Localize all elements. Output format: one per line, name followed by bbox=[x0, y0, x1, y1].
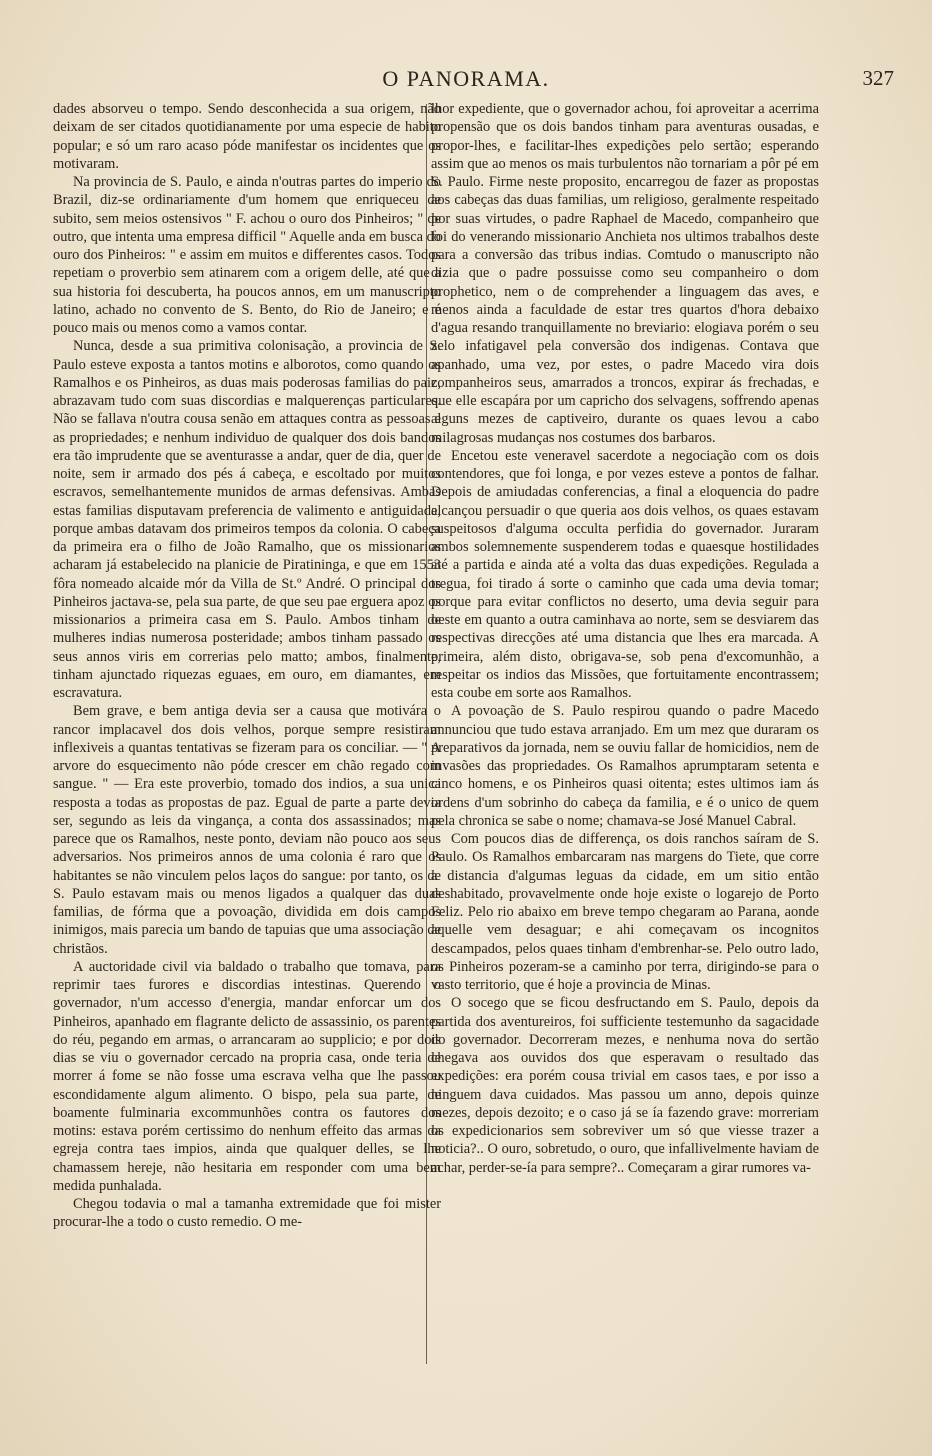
paragraph: Com poucos dias de differença, os dois ranchos saíram de S. Paulo. Os Ramalhos embarcaram nas margens do Tiete, que corre a distancia d'algumas leguas da cidade, em um sitio então deshabitado, provavelmente onde hoje existe o logarejo de Porto Feliz. Pelo rio abaixo em breve tempo chegaram ao Parana, aonde aquelle vem desaguar; e ahi começavam os incognitos descampados, pelos quaes tinham d'embrenhar-se. Pelo outro lado, os Pinheiros pozeram-se a caminho por terra, dirigindo-se para o vasto territorio, que é hoje a provincia de Minas. bbox=[431, 831, 819, 993]
paragraph: Bem grave, e bem antiga devia ser a causa que motivára o rancor implacavel dos dois velhos, porque sempre resistiram inflexiveis a quantas tentativas se fizeram para os conciliar. — " A arvore do esquecimento não póde crescer em chão regado com sangue. " — Era este proverbio, tomado dos indios, a sua unica resposta a todas as propostas de paz. Egual de parte a parte devia ser, segundo as leis da vingança, a conta dos assassinados; mas parece que os Ramalhos, neste ponto, deviam não pouco aos seus adversarios. Nos primeiros annos de uma colonia é raro que os habitantes se não vinculem pelos laços do sangue: por tanto, os de S. Paulo estavam mais ou menos ligados a qualquer das duas familias, de fórma que a povoação, dividida em dois campos inimigos, mais parecia um bando de tapuias que uma associação de christãos. bbox=[53, 703, 441, 957]
right-column bbox=[431, 100, 819, 1380]
page-number: 327 bbox=[862, 66, 894, 90]
paragraph: dades absorveu o tempo. Sendo desconhecida a sua origem, não deixam de ser citados quotidianamente por uma especie de habito popular; e só um raro acaso póde manifestar os incidentes que os motivaram. bbox=[53, 101, 441, 172]
paragraph: A povoação de S. Paulo respirou quando o padre Macedo annunciou que tudo estava arranjado. Em um mez que duraram os preparativos da jornada, nem se ouviu fallar de homicidios, nem de invasões das propriedades. Os Ramalhos aprumptaram setenta e cinco homens, e os Pinheiros quasi oitenta; estes ultimos iam ás ordens d'um sobrinho do cabeça da familia, e é o unico de quem pela chronica se sabe o nome; chamava-se José Manuel Cabral. bbox=[431, 703, 819, 829]
page-header bbox=[0, 66, 932, 96]
paragraph: Chegou todavia o mal a tamanha extremidade que foi mister procurar-lhe a todo o custo remedio. O me- bbox=[53, 1196, 441, 1231]
running-title: O PANORAMA. bbox=[382, 66, 550, 91]
paragraph: Nunca, desde a sua primitiva colonisação, a provincia de S. Paulo esteve exposta a tantos motins e alborotos, como quando os Ramalhos e os Pinheiros, as duas mais poderosas familias do paiz, abrazavam tudo com suas discordias e malquerenças particulares. Não se fallava n'outra cousa senão em attaques contra as pessoas e as propriedades; e nenhum individuo de qualquer dos dois bandos era tão imprudente que se aventurasse a andar, quer de dia, quer de noite, sem ir armado dos pés á cabeça, e escoltado por muitos escravos, semelhantemente munidos de armas defensivas. Ambas estas familias disputavam preferencia de valimento e antiguidade, porque ambas datavam dos primeiros tempos da colonia. O cabeça da primeira era o filho de João Ramalho, que os missionarios acharam já estabelecido na planicie de Piratininga, e que em 1553 fôra nomeado alcaide mór da Villa de St.º André. O principal dos Pinheiros jactava-se, pela sua parte, de que seu pae erguera apoz os missionarios a primeira casa em S. Paulo. Ambos tinham de mulheres indias numerosa posteridade; ambos tinham passado os seus annos viris em correrias pelo matto; ambos, finalmente, tinham ajunctado riquezas eguaes, em ouro, em diamantes, em escravatura. bbox=[53, 338, 441, 701]
paragraph: O socego que se ficou desfructando em S. Paulo, depois da partida dos aventureiros, foi sufficiente testemunho da sagacidade do governador. Decorreram mezes, e nenhuma nova do sertão chegava aos ouvidos dos que esperavam o resultado das expedições: era porém cousa trivial em casos taes, e por isso a ninguem dava cuidados. Mas passou um anno, depois quinze mezes, depois dezoito; e o caso já se ía fazendo grave: morreriam os expedicionarios sem sobreviver um só que viesse trazer a noticia?.. O ouro, sobretudo, o ouro, que infallivelmente haviam de achar, perder-se-ía para sempre?.. Começaram a girar rumores va- bbox=[431, 995, 819, 1176]
paragraph: lhor expediente, que o governador achou, foi aproveitar a acerrima propensão que os dois bandos tinham para aventuras ousadas, e propor-lhes, e facilitar-lhes expedições pelo sertão; esperando assim que ao menos os mais turbulentos não tornariam a pôr pé em S. Paulo. Firme neste proposito, encarregou de fazer as propostas aos cabeças das duas familias, um religioso, geralmente respeitado por suas virtudes, o padre Raphael de Macedo, companheiro que foi do venerando missionario Anchieta nos ultimos trabalhos deste para a conversão das tribus indias. Comtudo o manuscripto não dizia que o padre possuisse como seu companheiro o dom prophetico, nem o de comprehender a linguagem das aves, e menos ainda a faculdade de estar tres quartos d'hora debaixo d'agua resando tranquillamente no breviario: elogiava porém o seu zelo infatigavel pela conversão dos indigenas. Contava que apanhado, uma vez, por estes, o padre Macedo vira dois companheiros seus, amarrados a troncos, expirar ás frechadas, e que elle escapára por um capricho dos selvagens, soffrendo apenas alguns mezes de captiveiro, durante os quaes levou a cabo milagrosas mudanças nos costumes dos barbaros. bbox=[431, 101, 819, 446]
paragraph: Na provincia de S. Paulo, e ainda n'outras partes do imperio do Brazil, diz-se ordinariamente d'um homem que enriqueceu de subito, sem meios ostensivos " F. achou o ouro dos Pinheiros; " de outro, que intenta uma empresa difficil " Aquelle anda em busca do ouro dos Pinheiros: " e assim em muitos e differentes casos. Todos repetiam o proverbio sem atinarem com a origem delle, até que a sua historia foi descuberta, ha poucos annos, em um manuscripto latino, achado no convento de S. Bento, do Rio de Janeiro; e é pouco mais ou menos como a vamos contar. bbox=[53, 174, 441, 336]
paragraph: A auctoridade civil via baldado o trabalho que tomava, para reprimir taes furores e discordias intestinas. Querendo o governador, n'um accesso d'energia, mandar enforcar um dos Pinheiros, apanhado em flagrante delicto de assassinio, os parentes do réu, pegando em armas, o arrancaram ao supplicio; e por dois dias se viu o governador cercado na propria casa, onde teria de morrer á fome se não fosse uma escrava velha que lhe passou escondidamente algum alimento. O bispo, pela sua parte, de boamente fulminaria excommunhões contra os fautores dos motins: estava porém certissimo do nenhum effeito das armas da egreja contra taes impios, ainda que qualquer delles, se lhe chamassem hereje, não hesitaria em responder com uma bem medida punhalada. bbox=[53, 958, 441, 1194]
left-column bbox=[53, 100, 441, 1380]
paragraph: Encetou este veneravel sacerdote a negociação com os dois contendores, que foi longa, e por vezes esteve a pontos de falhar. Depois de amiudadas conferencias, a final a eloquencia do padre alcançou persuadir o que queria aos dois velhos, os quaes estavam suspeitosos d'alguma occulta perfidia do governador. Juraram ambos solemnemente suspenderem todas e quaesque hostilidades até a partida e ainda até a volta das duas expedições. Regulada a tregua, foi tirado á sorte o caminho que cada uma devia tomar; porque para evitar conflictos no deserto, uma devia seguir para oeste em quanto a outra caminhava ao norte, sem se desviarem das respectivas direcções até uma distancia que lhes era marcada. A primeira, além disto, obrigava-se, sob pena d'excomunhão, a respeitar os indios das Missões, que fortuitamente encontrassem; esta coube em sorte aos Ramalhos. bbox=[431, 447, 819, 701]
text-columns bbox=[28, 100, 819, 1380]
